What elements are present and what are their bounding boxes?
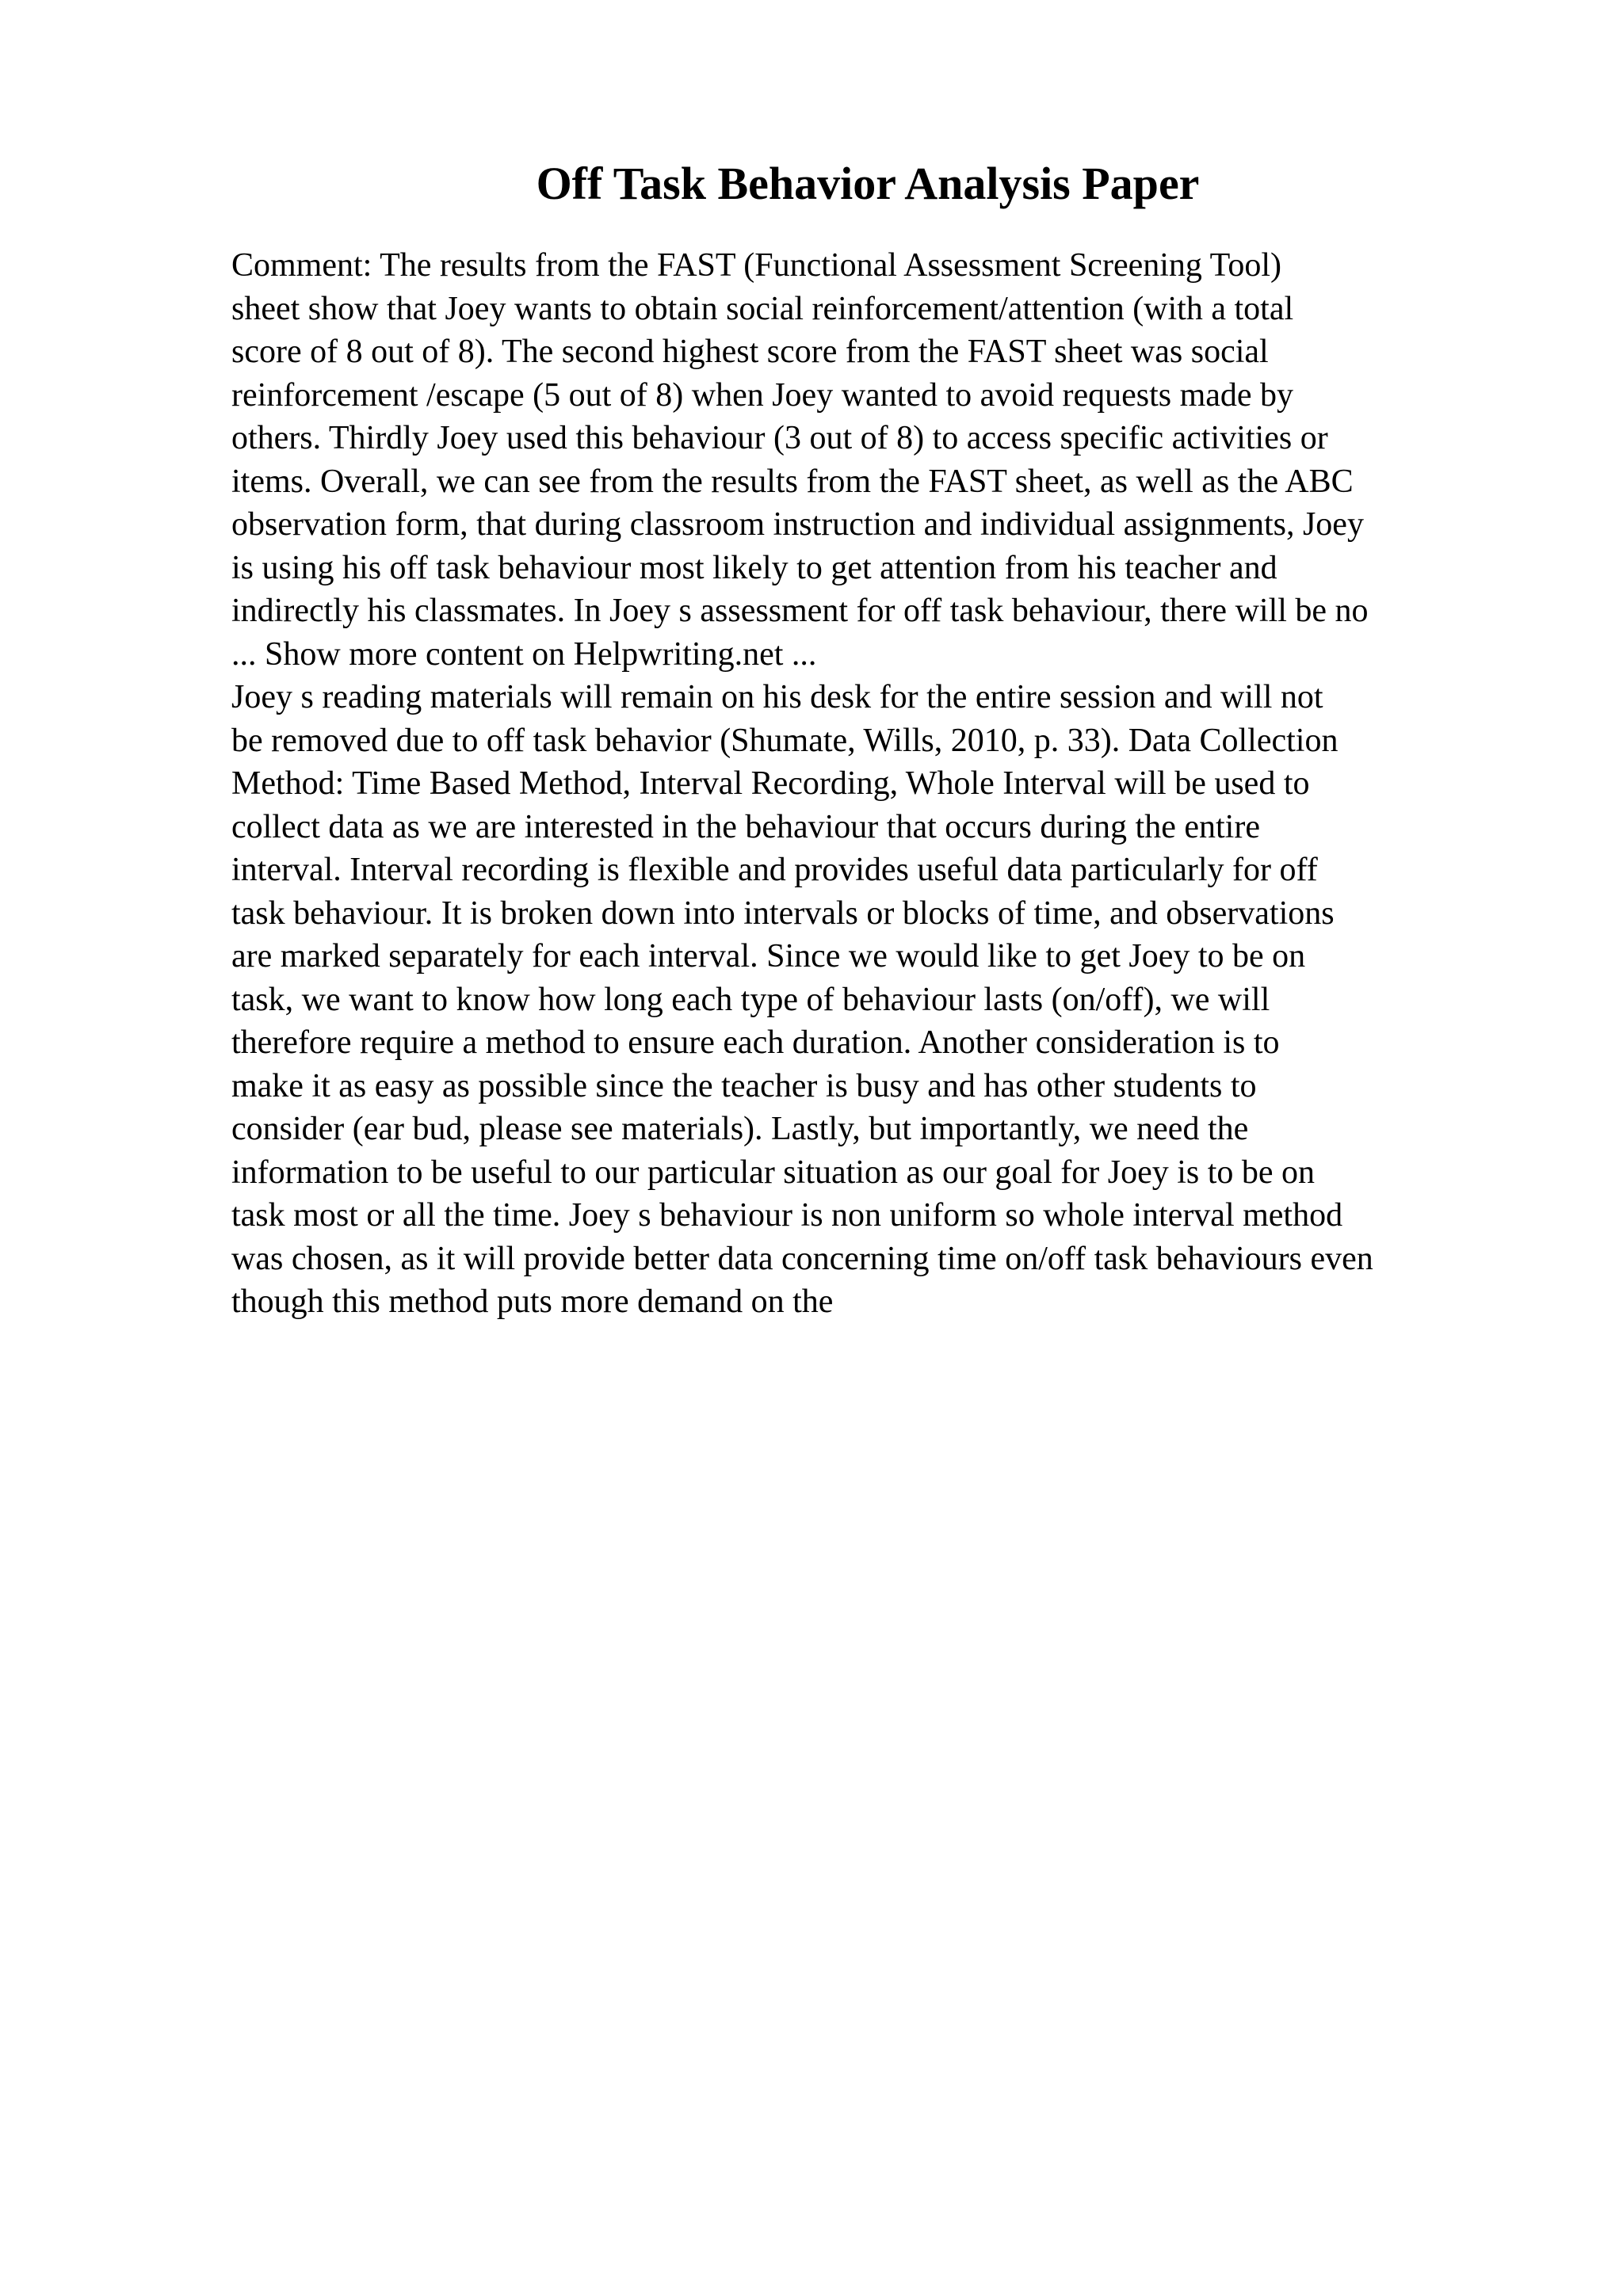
text-line: task behaviour. It is broken down into intervals or blocks of time, and observations (231, 894, 1335, 932)
show-more-link[interactable]: ... Show more content on Helpwriting.net ... (231, 635, 817, 673)
text-line: consider (ear bud, please see materials). Lastly, but importantly, we need the (231, 1111, 1249, 1147)
text-line: be removed due to off task behavior (Shumate, Wills, 2010, p. 33). Data Collection (231, 722, 1338, 759)
text-line: task, we want to know how long each type of behaviour lasts (on/off), we will (231, 981, 1270, 1018)
text-line: are marked separately for each interval. Since we would like to get Joey to be on (231, 938, 1306, 974)
text-line: is using his off task behaviour most likely to get attention from his teacher and (231, 549, 1277, 586)
text-line: score of 8 out of 8). The second highest score from the FAST sheet was social (231, 334, 1269, 370)
text-line: task most or all the time. Joey s behaviour is non uniform so whole interval method (231, 1197, 1343, 1234)
text-line: information to be useful to our particular situation as our goal for Joey is to be on (231, 1154, 1316, 1191)
text-line: Joey s reading materials will remain on his desk for the entire session and will not (231, 679, 1323, 715)
text-line: though this method puts more demand on the (231, 1283, 834, 1320)
text-line: make it as easy as possible since the teacher is busy and has other students to (231, 1067, 1257, 1104)
text-line: observation form, that during classroom instruction and individual assignments, Joey (231, 506, 1364, 543)
text-line: items. Overall, we can see from the results from the FAST sheet, as well as the ABC (231, 463, 1354, 500)
text-line: indirectly his classmates. In Joey s assessment for off task behaviour, there will be no (231, 593, 1369, 629)
page-title: Off Task Behavior Analysis Paper (536, 158, 1200, 209)
text-line: therefore require a method to ensure each duration. Another consideration is to (231, 1024, 1280, 1061)
body-text (231, 244, 1515, 1324)
text-line: sheet show that Joey wants to obtain social reinforcement/attention (with a total (231, 290, 1294, 327)
text-line: others. Thirdly Joey used this behaviour (3 out of 8) to access specific activities or (231, 420, 1328, 456)
text-line: Comment: The results from the FAST (Functional Assessment Screening Tool) (231, 247, 1282, 284)
text-line: Method: Time Based Method, Interval Recording, Whole Interval will be used to (231, 765, 1310, 802)
text-line: was chosen, as it will provide better data concerning time on/off task behaviours even (231, 1240, 1373, 1277)
text-line: interval. Interval recording is flexible and provides useful data particularly for off (231, 852, 1318, 888)
text-line: collect data as we are interested in the behaviour that occurs during the entire (231, 808, 1260, 845)
text-line: reinforcement /escape (5 out of 8) when Joey wanted to avoid requests made by (231, 376, 1294, 414)
